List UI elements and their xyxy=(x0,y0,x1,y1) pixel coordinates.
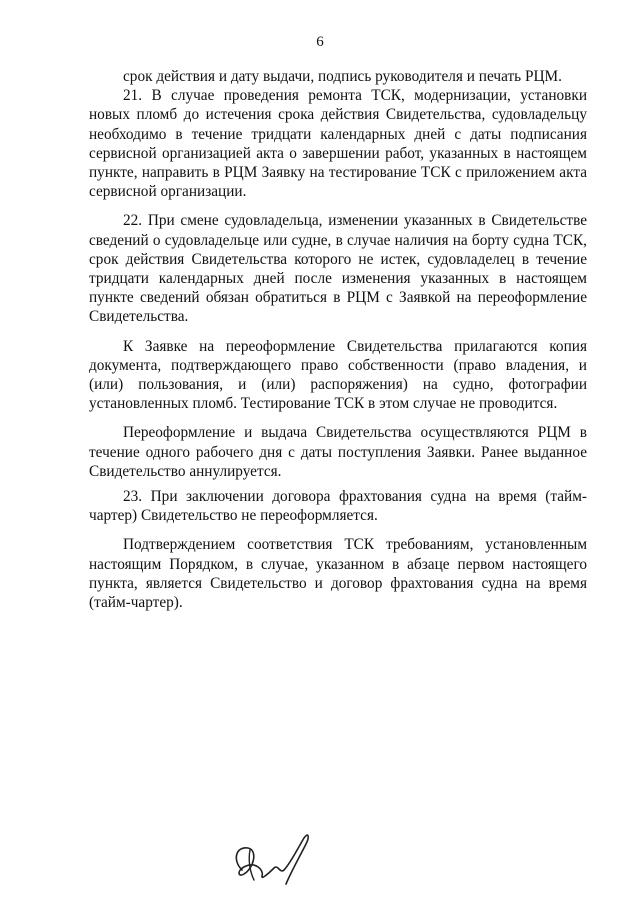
document-body xyxy=(89,67,587,612)
paragraph-22-reissue: Переоформление и выдача Свидетельства осуществляются РЦМ в течение одного рабочего дня с даты поступления Заявки. Ранее выданное Свидетельство аннулируется. xyxy=(89,424,587,480)
page-number: 6 xyxy=(316,34,324,50)
paragraph-continuation: срок действия и дату выдачи, подпись руководителя и печать РЦМ. xyxy=(123,68,562,85)
paragraph-23: 23. При заключении договора фрахтования судна на время (тайм-чартер) Свидетельство не переоформляется. xyxy=(89,488,587,525)
paragraph-21: 21. В случае проведения ремонта ТСК, модернизации, установки новых пломб до истечения срока действия Свидетельства, судовладельцу необходимо в течение тридцати календарных дней с даты подписания сервисной организацией акта о завершении работ, указанных в настоящем пункте, направить в РЦМ Заявку на тестирование ТСК с приложением акта сервисной организации. xyxy=(89,87,587,201)
signature-icon xyxy=(228,830,318,890)
paragraph-23-conformity: Подтверждением соответствия ТСК требованиям, установленным настоящим Порядком, в случае, указанном в абзаце первом настоящего пункта, является Свидетельство и договор фрахтования судна на время (тайм-чартер). xyxy=(89,536,587,612)
paragraph-22: 22. При смене судовладельца, изменении указанных в Свидетельстве сведений о судовладельце или судне, в случае наличия на борту судна ТСК, срок действия Свидетельства которого не истек, судовладелец в течение тридцати календарных дней после изменения указанных в настоящем пункте сведений обязан обратиться в РЦМ с Заявкой на переоформление Свидетельства. xyxy=(89,212,587,326)
paragraph-22-attachments: К Заявке на переоформление Свидетельства прилагаются копия документа, подтверждающего право собственности (право владения, и (или) пользования, и (или) распоряжения) на судно, фотографии установленных пломб. Тестирование ТСК в этом случае не проводится. xyxy=(89,337,587,413)
